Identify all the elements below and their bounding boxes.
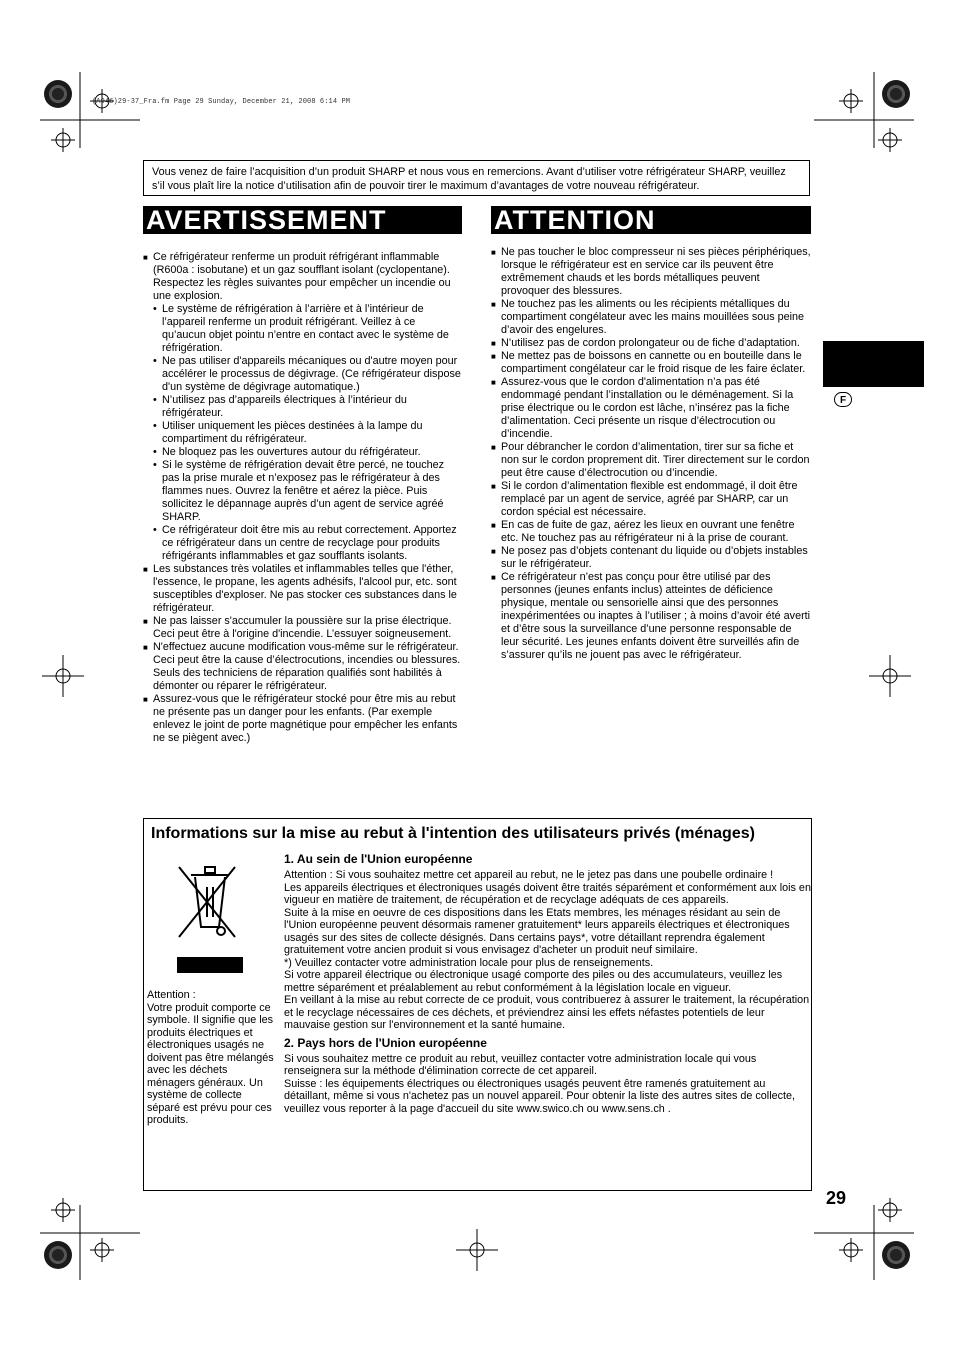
attention-item-text: Pour débrancher le cordon d’alimentation, tirer sur sa fiche et non sur le cordon proprement dit. Tirer directement sur le cordon peut être cause d’électrocution ou d’incendie. (501, 441, 810, 479)
file-header-note: (A946)29-37_Fra.fm Page 29 Sunday, December 21, 2008 6:14 PM (92, 98, 351, 106)
disposal-paragraph: Attention : Si vous souhaitez mettre cet appareil au rebut, ne le jetez pas dans une poubelle ordinaire ! (284, 869, 774, 881)
square-bullet-icon: ■ (491, 521, 496, 530)
warning-item-text: Assurez-vous que le réfrigérateur stocké pour être mis au rebut ne présente pas un danger pour les enfants. (Par exemple enlevez le joint de porte magnétique pour empêcher les enfants ne se piègent avec.) (153, 693, 458, 744)
dot-bullet-icon: • (153, 420, 157, 432)
warning-subitem (143, 459, 461, 524)
square-bullet-icon: ■ (491, 573, 496, 582)
warning-item (143, 641, 461, 693)
attention-column (491, 246, 811, 662)
square-bullet-icon: ■ (491, 443, 496, 452)
registration-circle-mark (882, 80, 910, 108)
warning-column (143, 251, 461, 745)
square-bullet-icon: ■ (143, 695, 148, 704)
warning-item-text: Ne pas laisser s'accumuler la poussière sur la prise électrique. Ceci peut être à l'origine d'incendie. L’essuyer soigneusement. (153, 615, 452, 640)
warning-subitem-text: Le système de réfrigération à l’arrière et à l’intérieur de l’appareil renferme un produit réfrigérant. Veillez à ce qu’aucun objet pointu n’entre en contact avec le système de réfrigération. (162, 303, 449, 354)
warning-item-text: Les substances très volatiles et inflammables telles que l'éther, l'essence, le propane, les agents adhésifs, l'alcool pur, etc. sont susceptibles d'exploser. Ne pas stocker ces substances dans le réfrigérateur. (153, 563, 457, 614)
warning-item-text: Ce réfrigérateur renferme un produit réfrigérant inflammable (R600a : isobutane) et un gaz soufflant isolant (cyclopentane). Respectez les règles suivantes pour empêcher un incendie ou une explosion. (153, 251, 451, 302)
disposal-paragraph: Suisse : les équipements électriques ou électroniques usagés peuvent être ramenés gratuitement au détaillant, même si vous n'achetez pas un nouvel appareil. Pour obtenir la liste des autres sites de collecte, veuillez vous reporter à la page d'accueil du site www.swico.ch ou www.sens.ch . (284, 1077, 796, 1115)
warning-subitem (143, 446, 461, 459)
section-tab (823, 341, 924, 387)
warning-subitem-text: Ce réfrigérateur doit être mis au rebut correctement. Apportez ce réfrigérateur dans un centre de recyclage pour produits réfrigérants inflammables et gaz soufflants isolants. (162, 524, 457, 562)
warning-subitem-text: Ne bloquez pas les ouvertures autour du réfrigérateur. (162, 446, 421, 458)
dot-bullet-icon: • (153, 446, 157, 458)
page-number: 29 (826, 1188, 847, 1208)
square-bullet-icon: ■ (491, 352, 496, 361)
intro-text: Vous venez de faire l’acquisition d’un produit SHARP et nous vous en remercions. Avant d’utiliser votre réfrigérateur SHARP, veuillez s’il vous plaît lire la notice d’utilisation afin de pouvoir tirer le maximum d’avantages de votre nouveau réfrigérateur. (143, 160, 810, 196)
warning-subitem-text: Utiliser uniquement les pièces destinées à la lampe du compartiment du réfrigérateur. (162, 420, 423, 445)
warning-subitem-text: N’utilisez pas d’appareils électriques à l’intérieur du réfrigérateur. (162, 394, 407, 419)
square-bullet-icon: ■ (491, 248, 496, 257)
warning-subitem (143, 394, 461, 420)
attention-item-text: Assurez-vous que le cordon d'alimentation n’a pas été endommagé pendant l’installation ou le déménagement. Si la prise électrique ou le cordon est lâche, n’insérez pas la fiche d’alimentation. Ceci présente un risque d’électrocution ou d’incendie. (501, 376, 794, 440)
attention-item (491, 480, 811, 519)
warning-subitem (143, 355, 461, 394)
disposal-paragraph: Suite à la mise en oeuvre de ces dispositions dans les Etats membres, les ménages résidant au sein de l'Union européenne peuvent désormais ramener gratuitement* leurs appareils électriques et électroniques usagés sur des sites de collecte désignés. Dans certains pays*, votre détaillant reprendra également gratuitement votre ancien produit si vous envisagez d'acheter un produit neuf similaire. (284, 906, 790, 956)
language-tab-label: F (834, 392, 852, 407)
crossed-bin-icon (171, 861, 241, 941)
dot-bullet-icon: • (153, 524, 157, 536)
registration-circle-mark (44, 80, 72, 108)
attention-item (491, 337, 811, 350)
registration-circle-mark (882, 1241, 910, 1269)
square-bullet-icon: ■ (143, 617, 148, 626)
warning-item (143, 563, 461, 615)
attention-item (491, 350, 811, 376)
disposal-title: Informations sur la mise au rebut à l'intention des utilisateurs privés (ménages) (151, 825, 755, 842)
attention-item-text: Ne mettez pas de boissons en cannette ou en bouteille dans le compartiment congélateur car le froid risque de les faire éclater. (501, 350, 806, 375)
attention-item-text: En cas de fuite de gaz, aérez les lieux en ouvrant une fenêtre etc. Ne touchez pas au réfrigérateur ni à la prise de courant. (501, 519, 795, 544)
warning-subitem (143, 303, 461, 355)
square-bullet-icon: ■ (491, 300, 496, 309)
square-bullet-icon: ■ (491, 482, 496, 491)
warning-subitem (143, 524, 461, 563)
disposal-symbol-note: Attention : Votre produit comporte ce symbole. Il signifie que les produits électriques et électroniques usagés ne doivent pas être mélangés avec les déchets ménagers généraux. Un système de collecte séparé est prévu pour ces produits. (147, 989, 274, 1126)
warning-item (143, 615, 461, 641)
attention-item (491, 441, 811, 480)
dot-bullet-icon: • (153, 355, 157, 367)
square-bullet-icon: ■ (143, 565, 148, 574)
disposal-text (284, 852, 812, 1115)
section1-heading: 1. Au sein de l'Union européenne (284, 852, 473, 866)
square-bullet-icon: ■ (491, 378, 496, 387)
warning-item-text: N'effectuez aucune modification vous-même sur le réfrigérateur. Ceci peut être la cause d’électrocutions, incendies ou blessures. Seuls des techniciens de réparation qualifiés sont habilités à démonter ou réparer le réfrigérateur. (153, 641, 461, 692)
attention-item (491, 246, 811, 298)
disposal-paragraph: En veillant à la mise au rebut correcte de ce produit, vous contribuerez à assurer le traitement, la récupération et le recyclage nécessaires de ces déchets, et préviendrez ainsi les effets néfastes potentiels de leur mauvaise gestion sur l'environnement et la santé humaine. (284, 994, 810, 1031)
dot-bullet-icon: • (153, 303, 157, 315)
attention-banner: ATTENTION (491, 206, 811, 234)
disposal-paragraph: *) Veuillez contacter votre administration locale pour plus de renseignements. (284, 956, 654, 969)
disposal-box (143, 818, 812, 1191)
warning-subitem (143, 420, 461, 446)
warning-banner: AVERTISSEMENT (143, 206, 462, 234)
warning-subitem-text: Si le système de réfrigération devait être percé, ne touchez pas la prise murale et n’exposez pas le réfrigérateur à des flammes nues. Ouvrez la fenêtre et aérez la pièce. Puis sollicitez le dépannage auprès d’un agent de service agréé SHARP. (162, 459, 445, 523)
disposal-paragraph: Si votre appareil électrique ou électronique usagé comporte des piles ou des accumulateurs, veuillez les mettre séparément et préalablement au rebut conformément à la législation locale en vigueur. (284, 969, 783, 994)
attention-item-text: Ne pas toucher le bloc compresseur ni ses pièces périphériques, lorsque le réfrigérateur est en service car ils peuvent être extrêmement chauds et les bords métalliques peuvent provoquer des blessures. (501, 246, 811, 297)
attention-item-text: Ne touchez pas les aliments ou les récipients métalliques du compartiment congélateur avec les mains mouillées sous peine d’avoir des engelures. (501, 298, 805, 336)
warning-subitem-text: Ne pas utiliser d'appareils mécaniques ou d'autre moyen pour accélérer le processus de dégivrage. (Ce réfrigérateur dispose d'un système de dégivrage automatique.) (162, 355, 461, 393)
attention-item-text: Si le cordon d’alimentation flexible est endommagé, il doit être remplacé par un agent de service, agréé par SHARP, car un cordon spécial est nécessaire. (501, 480, 798, 518)
attention-item (491, 545, 811, 571)
square-bullet-icon: ■ (491, 339, 496, 348)
disposal-paragraph: Si vous souhaitez mettre ce produit au rebut, veuillez contacter votre administration locale qui vous renseignera sur la méthode d'élimination correcte de cet appareil. (284, 1052, 757, 1077)
square-bullet-icon: ■ (143, 253, 148, 262)
disposal-paragraph: Les appareils électriques et électroniques usagés doivent être traités séparément et conformément aux lois en vigueur en matière de traitement, de récupération et de recyclage adéquats de ces appareils. (284, 881, 811, 906)
attention-item (491, 298, 811, 337)
attention-item (491, 571, 811, 662)
warning-item (143, 251, 461, 303)
bin-underline-bar (177, 957, 243, 973)
attention-item (491, 519, 811, 545)
section2-heading: 2. Pays hors de l'Union européenne (284, 1035, 487, 1050)
attention-item-text: Ce réfrigérateur n’est pas conçu pour être utilisé par des personnes (jeunes enfants inclus) atteintes de déficience physique, mentale ou sensorielle ainsi que des personnes inexpérimentées ou inaptes à l’utiliser ; à moins d’avoir été averti et d’être sous la surveillance d’une personne responsable de leur sécurité. Les jeunes enfants doivent être surveillés afin de s’assurer qu’ils ne jouent pas avec le réfrigérateur. (501, 571, 811, 661)
square-bullet-icon: ■ (143, 643, 148, 652)
registration-circle-mark (44, 1241, 72, 1269)
square-bullet-icon: ■ (491, 547, 496, 556)
dot-bullet-icon: • (153, 394, 157, 406)
attention-item-text: Ne posez pas d’objets contenant du liquide ou d’objets instables sur le réfrigérateur. (501, 545, 808, 570)
dot-bullet-icon: • (153, 459, 157, 471)
attention-item-text: N’utilisez pas de cordon prolongateur ou de fiche d’adaptation. (501, 337, 800, 349)
attention-item (491, 376, 811, 441)
warning-item (143, 693, 461, 745)
